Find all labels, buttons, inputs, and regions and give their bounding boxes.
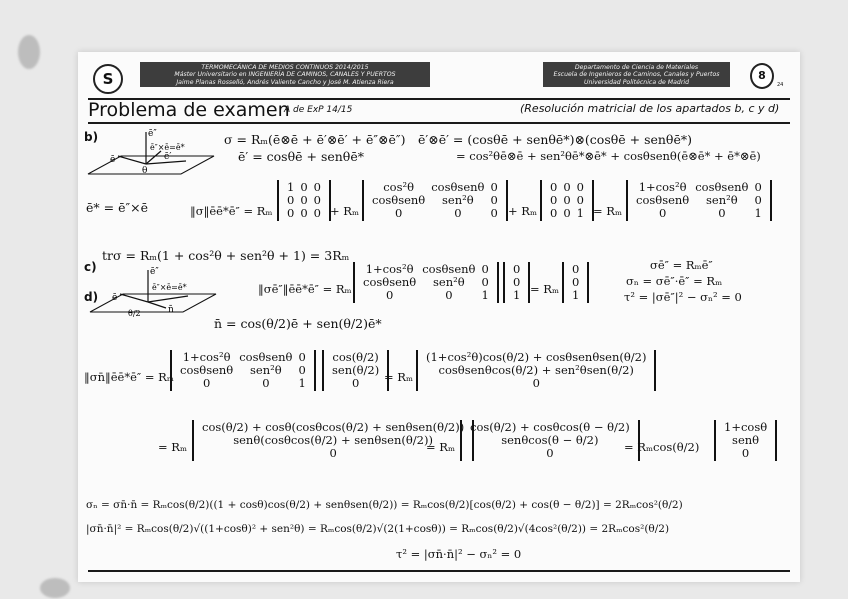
diagram-label: ē	[110, 155, 116, 165]
course-header-line: Máster Universitario en INGENIERÍA DE CAMINOS, CANALES Y PUERTOS	[174, 71, 396, 79]
equals-rm-d3: = Rₘ	[158, 440, 188, 454]
university-logo-left: S	[93, 64, 123, 94]
diagram-label: ē″	[148, 129, 157, 139]
vector-cell: senθ	[732, 433, 760, 447]
page-number: 24	[777, 82, 784, 88]
vector-cell: senθcos(θ − θ/2)	[501, 433, 599, 447]
eprime-definition: ē′ = cosθē + senθē*	[238, 149, 364, 164]
department-header-line: Departamento de Ciencia de Materiales	[574, 64, 699, 71]
exam-sheet	[78, 52, 800, 582]
course-header-line: TERMOMECÁNICA DE MEDIOS CONTINUOS 2014/2015	[201, 64, 369, 71]
matrix-cell: 0	[550, 193, 558, 207]
department-header-line: Escuela de Ingenieros de Caminos, Canales y Puertos	[553, 71, 720, 79]
matrix-cell: 0	[481, 275, 489, 289]
vector-cell: cos(θ/2) + cosθcos(θ − θ/2)	[470, 420, 630, 434]
basis-diagram-d	[88, 264, 218, 326]
matrix-cell: 0	[481, 262, 489, 276]
department-header-line: Universidad Politécnica de Madrid	[583, 78, 690, 86]
diagram-label: θ	[142, 166, 148, 176]
matrix-cell: 0	[313, 206, 321, 220]
matrix-cell: 0	[490, 180, 498, 194]
matrix-cell: 0	[298, 350, 306, 364]
matrix-cell: cosθsenθ	[431, 180, 485, 194]
matrix-cell: 0	[563, 206, 571, 220]
matrix-cell: 0	[300, 206, 308, 220]
normal-vector: n̄ = cos(θ/2)ē + sen(θ/2)ē*	[214, 316, 382, 331]
vector-cell: cosθsenθcos(θ/2) + sen²θsen(θ/2)	[438, 363, 634, 377]
vector-cell: senθ(cosθcos(θ/2) + senθsen(θ/2))	[233, 433, 433, 447]
tensor-product-2: = cos²θē⊗ē + sen²θē*⊗ē* + cosθsenθ(ē⊗ē* + ē*⊗ē)	[456, 149, 761, 163]
equals-rm-d1: = Rₘ	[530, 282, 560, 296]
vector-cell: cos(θ/2) + cosθ(cosθcos(θ/2) + senθsen(θ/2))	[202, 420, 465, 434]
part-b-label: b)	[84, 130, 99, 144]
matrix-cell: 0	[754, 180, 762, 194]
trace-equation: trσ = Rₘ(1 + cos²θ + sen²θ + 1) = 3Rₘ	[102, 248, 350, 263]
matrix-d2	[170, 350, 316, 391]
part-c-label: c)	[84, 260, 97, 274]
matrix-cell: cosθsenθ	[180, 363, 234, 377]
resolution-note: (Resolución matricial de los apartados b, c y d)	[520, 102, 780, 115]
diagram-label: ē	[112, 293, 118, 303]
matrix-cell: 0	[287, 193, 295, 207]
matrix-cell: 0	[550, 180, 558, 194]
matrix-cell: 0	[202, 376, 211, 390]
vector-cell: 1+cosθ	[724, 420, 768, 434]
punch-hole-bottom	[40, 578, 70, 598]
vector-cell: 0	[741, 446, 750, 460]
equals-rm-1: = Rₘ	[593, 204, 623, 218]
matrix-cell: sen²θ	[706, 193, 738, 207]
vector-cell: cos(θ/2)	[332, 350, 379, 364]
vector-cell: 0	[572, 262, 580, 276]
matrix-cell: 1	[287, 180, 295, 194]
matrix-cell: 0	[576, 180, 584, 194]
vector-cell: 1	[513, 288, 521, 302]
equals-rm-d2: = Rₘ	[384, 370, 414, 384]
result-vector-1	[416, 350, 656, 391]
matrix-cell: 0	[287, 206, 295, 220]
matrix-cell: 0	[298, 363, 306, 377]
matrix-cell: sen²θ	[433, 275, 465, 289]
matrix-cell: 0	[262, 376, 270, 390]
diagram-label: θ/2	[128, 309, 141, 318]
vector-cell: sen(θ/2)	[332, 363, 380, 377]
vector-cell: 0	[329, 446, 337, 460]
matrix-cell: 0	[658, 206, 667, 220]
equals-rm-d4: = Rₘ	[426, 440, 456, 454]
diagram-label: ē′	[164, 152, 172, 162]
diagram-label: n̄	[168, 305, 174, 315]
vector-cell: 0	[572, 275, 580, 289]
vector-cell: 0	[513, 275, 521, 289]
course-header	[140, 62, 430, 87]
result-sigma-n: σₙ = σē″·ē″ = Rₘ	[626, 274, 723, 288]
equals-rm-cos-half: = Rₘcos(θ/2)	[624, 440, 700, 454]
matrix-cell: 1	[481, 288, 489, 302]
matrix-cell: 0	[300, 180, 308, 194]
modulus-equation: |σn̄·n̄|² = Rₘcos(θ/2)√((1+cosθ)² + sen²θ) = Rₘcos(θ/2)√(2(1+cosθ)) = Rₘcos(θ/2)√(4cos²(θ/2)) = 2Rₘcos²(θ/2)	[86, 523, 670, 535]
sigma-e2-lhs: ‖σē″‖ēē*ē″ = Rₘ	[258, 282, 352, 296]
matrix-b1	[277, 180, 331, 221]
matrix-cell: cosθsenθ	[363, 275, 417, 289]
result-vector-3	[460, 420, 640, 461]
matrix-b4	[626, 180, 772, 221]
matrix-cell: 0	[490, 206, 498, 220]
diagram-label: ē″×ē=ē*	[152, 283, 187, 292]
matrix-cell: 1	[754, 206, 762, 220]
matrix-cell: 0	[563, 193, 571, 207]
diagram-label: ē″×ē=ē*	[150, 143, 185, 152]
matrix-cell: 0	[385, 288, 394, 302]
matrix-cell: 0	[550, 206, 558, 220]
matrix-cell: cos²θ	[383, 180, 415, 194]
matrix-d1	[353, 262, 499, 303]
vector-cell: 0	[532, 376, 540, 390]
matrix-cell: 0	[300, 193, 308, 207]
plus-rm-1: + Rₘ	[330, 204, 360, 218]
page-subtitle: A de ExP 14/15	[284, 105, 353, 115]
matrix-cell: cosθsenθ	[372, 193, 426, 207]
matrix-b3	[540, 180, 594, 221]
basis-diagram-b	[86, 126, 216, 188]
matrix-b2	[362, 180, 508, 221]
vector-d2	[562, 262, 589, 303]
matrix-cell: 0	[313, 193, 321, 207]
matrix-cell: sen²θ	[250, 363, 282, 377]
matrix-cell: cosθsenθ	[422, 262, 476, 276]
title-rule-bottom	[88, 122, 790, 124]
result-vector-4	[714, 420, 777, 461]
plus-rm-2: + Rₘ	[508, 204, 538, 218]
university-logo-right: 8	[750, 63, 774, 89]
matrix-cell: 0	[490, 193, 498, 207]
part-d-label: d)	[84, 290, 99, 304]
matrix-cell: sen²θ	[442, 193, 474, 207]
department-header	[543, 62, 730, 87]
sigma-n-equation: σₙ = σn̄·n̄ = Rₘcos(θ/2)((1 + cosθ)cos(θ/2) + senθsen(θ/2)) = Rₘcos(θ/2)[cos(θ/2) + cos(θ − θ/2)] = 2Rₘcos²(θ/2)	[86, 499, 683, 511]
matrix-cell: cosθsenθ	[636, 193, 690, 207]
result-tau: τ² = |σē″|² − σₙ² = 0	[624, 290, 742, 304]
tau-final-equation: τ² = |σn̄·n̄|² − σₙ² = 0	[396, 547, 522, 561]
matrix-cell: 0	[754, 193, 762, 207]
tensor-product-1: ē′⊗ē′ = (cosθē + senθē*)⊗(cosθē + senθē*)	[418, 132, 692, 147]
vector-cell: (1+cos²θ)cos(θ/2) + cosθsenθsen(θ/2)	[426, 350, 647, 364]
course-header-line: Jaime Planas Rosselló, Andrés Valiente Cancho y José M. Atienza Riera	[176, 78, 394, 86]
matrix-cell: 1+cos²θ	[365, 262, 414, 276]
page-title: Problema de examen	[88, 99, 290, 121]
estar-definition: ē* = ē″×ē	[86, 200, 149, 215]
matrix-cell: 0	[718, 206, 726, 220]
matrix-cell: 1+cos²θ	[638, 180, 687, 194]
matrix-cell: cosθsenθ	[695, 180, 749, 194]
sigma-matrix-lhs: ‖σ‖ēē*ē″ = Rₘ	[190, 204, 273, 218]
matrix-cell: 1+cos²θ	[182, 350, 231, 364]
diagram-label: ē″	[150, 267, 159, 277]
sigma-n-lhs: ‖σn̄‖ēē*ē″ = Rₘ	[84, 370, 174, 384]
normal-vector-column	[322, 350, 389, 391]
matrix-cell: 0	[576, 193, 584, 207]
punch-hole-top	[18, 35, 40, 69]
matrix-cell: 0	[394, 206, 403, 220]
vector-cell: 0	[546, 446, 554, 460]
matrix-cell: cosθsenθ	[239, 350, 293, 364]
vector-d1	[503, 262, 530, 303]
matrix-cell: 0	[445, 288, 453, 302]
matrix-cell: 0	[563, 180, 571, 194]
bottom-rule	[88, 570, 790, 572]
vector-cell: 0	[351, 376, 360, 390]
matrix-cell: 0	[454, 206, 462, 220]
result-sigma-e2: σē″ = Rₘē″	[650, 258, 713, 272]
vector-cell: 0	[513, 262, 521, 276]
stress-definition: σ = Rₘ(ē⊗ē + ē′⊗ē′ + ē″⊗ē″)	[224, 132, 406, 147]
matrix-cell: 1	[576, 206, 584, 220]
vector-cell: 1	[572, 288, 580, 302]
matrix-cell: 1	[298, 376, 306, 390]
matrix-cell: 0	[313, 180, 321, 194]
